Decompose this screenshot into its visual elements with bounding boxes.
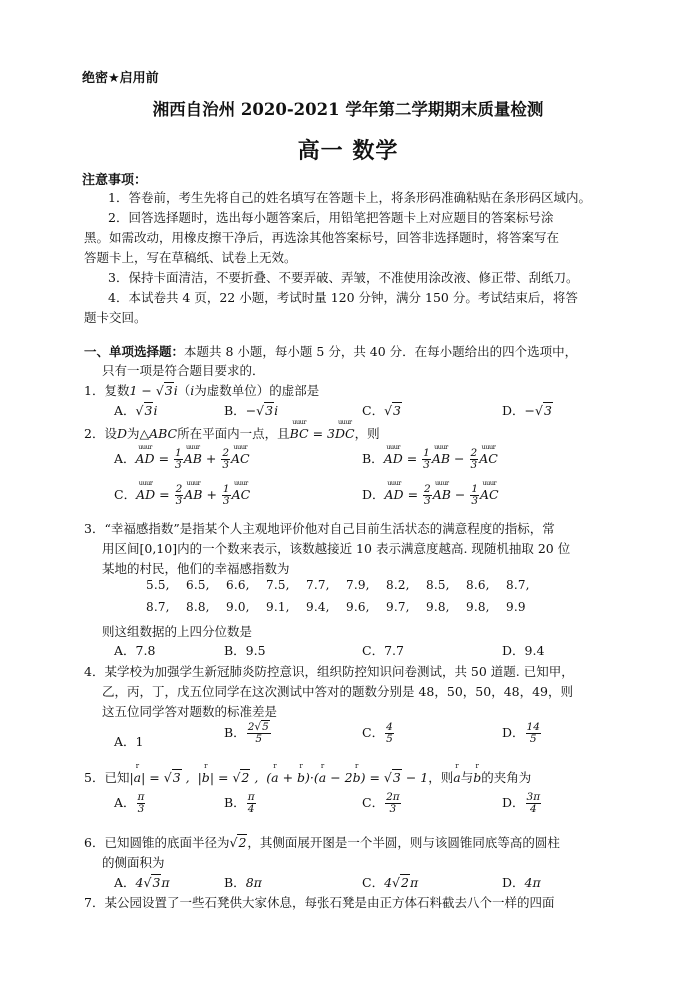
q4-option-a[interactable]: A．1 xyxy=(114,734,144,749)
q2-option-d[interactable]: D．uuur AD = $\frac{2}{3}$ uuur AB − $\frac{1}{3}$ uuur AC xyxy=(362,484,499,507)
q3-row1-value: 6.5, xyxy=(186,578,210,592)
q3-row1-value: 7.7, xyxy=(306,578,330,592)
q3-row2-value: 8.7, xyxy=(146,600,170,614)
q5-option-a[interactable]: A． $\frac{\pi}{3}$ xyxy=(114,791,145,815)
q4-option-c[interactable]: C． $\frac{4}{5}$ xyxy=(362,721,393,745)
q2-option-a[interactable]: A．uuur AD = $\frac{1}{3}$ uuur AB + $\frac{2}{3}$ uuur AC xyxy=(114,448,250,471)
section-1-heading: 一、单项选择题： xyxy=(84,344,185,359)
q3-row1-value: 7.9, xyxy=(346,578,370,592)
q1-option-b[interactable]: B．−√3i xyxy=(224,403,279,418)
notice-item-3: 3．保持卡面清洁，不要折叠、不要弄破、弄皱，不准使用涂改液、修正带、刮纸刀。 xyxy=(108,270,579,285)
subject-title: 高一 数学 xyxy=(297,138,399,164)
notice-item-1: 1．答卷前，考生先将自己的姓名填写在答题卡上，将条形码准确粘贴在条形码区域内。 xyxy=(108,190,591,205)
q1-option-d[interactable]: D．−√3 xyxy=(502,403,552,418)
q3-row1-value: 8.7, xyxy=(506,578,530,592)
q3-row2-value: 9.7, xyxy=(386,600,410,614)
question-1-stem: 1．复数1 − √3i（i为虚数单位）的虚部是 xyxy=(84,383,320,398)
notice-heading: 注意事项： xyxy=(82,173,148,188)
q3-option-d[interactable]: D．9.4 xyxy=(502,643,545,658)
question-3-line4: 则这组数据的上四分位数是 xyxy=(102,624,253,639)
q6-option-d[interactable]: D．4π xyxy=(502,875,541,890)
q6-option-a[interactable]: A．4√3π xyxy=(114,875,170,890)
notice-item-4-line2: 题卡交回。 xyxy=(84,310,147,325)
confidential-label: 绝密★启用前 xyxy=(82,71,159,86)
q1-option-c[interactable]: C．√3 xyxy=(362,403,401,418)
q4-option-b[interactable]: B． $\frac{2√5}{5}$ xyxy=(224,721,269,745)
section-1-desc-line1: 本题共 8 小题，每小题 5 分，共 40 分．在每小题给出的四个选项中， xyxy=(184,344,578,359)
q3-row2-value: 9.9 xyxy=(506,600,526,614)
question-3-line3: 某地的村民，他们的幸福感指数为 xyxy=(102,561,290,576)
question-4-line3: 这五位同学答对题数的标准差是 xyxy=(102,704,278,719)
question-3-line2: 用区间[0,10]内的一个数来表示，该数越接近 10 表示满意度越高. 现随机抽取 20 位 xyxy=(102,541,571,556)
q3-row1-value: 8.6, xyxy=(466,578,490,592)
q3-data-row-2 xyxy=(146,600,546,614)
notice-item-2-line2: 黑。如需改动，用橡皮擦干净后，再选涂其他答案标号，回答非选择题时，将答案写在 xyxy=(84,230,560,245)
question-3-line1: 3．“幸福感指数”是指某个人主观地评价他对自己目前生活状态的满意程度的指标，常 xyxy=(84,521,555,536)
q2-option-b[interactable]: B．uuur AD = $\frac{1}{3}$ uuur AB − $\frac{2}{3}$ uuur AC xyxy=(362,448,498,471)
q3-option-b[interactable]: B．9.5 xyxy=(224,643,266,658)
q5-option-c[interactable]: C． $\frac{2\pi}{3}$ xyxy=(362,791,400,815)
question-6-line1: 6．已知圆锥的底面半径为√2，其侧面展开图是一个半圆，则与该圆锥同底等高的圆柱 xyxy=(84,835,560,850)
q6-option-c[interactable]: C．4√2π xyxy=(362,875,419,890)
question-4-line2: 乙，丙，丁，戊五位同学在这次测试中答对的题数分别是 48，50，50，48，49，则 xyxy=(102,684,574,699)
q3-row2-value: 9.8, xyxy=(426,600,450,614)
q4-option-d[interactable]: D． $\frac{14}{5}$ xyxy=(502,721,540,745)
question-4-line1: 4．某学校为加强学生新冠肺炎防控意识，组织防控知识问卷测试，共 50 道题. 已知甲， xyxy=(84,664,574,679)
section-1-header xyxy=(84,342,577,360)
q3-row2-value: 9.1, xyxy=(266,600,290,614)
q3-row1-value: 7.5, xyxy=(266,578,290,592)
q3-row2-value: 9.6, xyxy=(346,600,370,614)
q6-option-b[interactable]: B．8π xyxy=(224,875,262,890)
question-7-line1: 7．某公园设置了一些石凳供大家休息，每张石凳是由正方体石料截去八个一样的四面 xyxy=(84,895,555,910)
q5-option-b[interactable]: B． $\frac{\pi}{4}$ xyxy=(224,791,255,815)
question-2-stem: 2．设D为△ABC所在平面内一点，且uuur BC = 3uuur DC，则 xyxy=(84,424,380,442)
section-1-desc-line2: 只有一项是符合题目要求的． xyxy=(102,363,265,378)
question-6-line2: 的侧面积为 xyxy=(102,855,165,870)
question-5-stem: 5．已知|r a| = √3 , |r b| = √2 , (r a + r b)·(r a − 2r b) = √3 − 1，则r a与r b的夹角为 xyxy=(84,768,531,786)
notice-item-2-line1: 2．回答选择题时，选出每小题答案后，用铅笔把答题卡上对应题目的答案标号涂 xyxy=(108,210,554,225)
q3-row2-value: 9.8, xyxy=(466,600,490,614)
q3-row2-value: 9.0, xyxy=(226,600,250,614)
notice-item-2-line3: 答题卡上，写在草稿纸、试卷上无效。 xyxy=(84,250,297,265)
notice-item-4-line1: 4．本试卷共 4 页，22 小题，考试时量 120 分钟，满分 150 分。考试结束后，将答 xyxy=(108,290,578,305)
q3-row1-value: 8.5, xyxy=(426,578,450,592)
exam-title: 湘西自治州 2020-2021 学年第二学期期末质量检测 xyxy=(152,100,544,119)
q3-row1-value: 5.5, xyxy=(146,578,170,592)
q3-row2-value: 8.8, xyxy=(186,600,210,614)
q3-option-a[interactable]: A．7.8 xyxy=(114,643,156,658)
q3-option-c[interactable]: C．7.7 xyxy=(362,643,404,658)
q5-option-d[interactable]: D． $\frac{3\pi}{4}$ xyxy=(502,791,541,815)
q3-row1-value: 6.6, xyxy=(226,578,250,592)
q1-option-a[interactable]: A．√3i xyxy=(114,403,158,418)
q3-data-row-1 xyxy=(146,578,546,592)
q3-row2-value: 9.4, xyxy=(306,600,330,614)
q3-row1-value: 8.2, xyxy=(386,578,410,592)
q2-option-c[interactable]: C．uuur AD = $\frac{2}{3}$ uuur AB + $\frac{1}{3}$ uuur AC xyxy=(114,484,250,507)
